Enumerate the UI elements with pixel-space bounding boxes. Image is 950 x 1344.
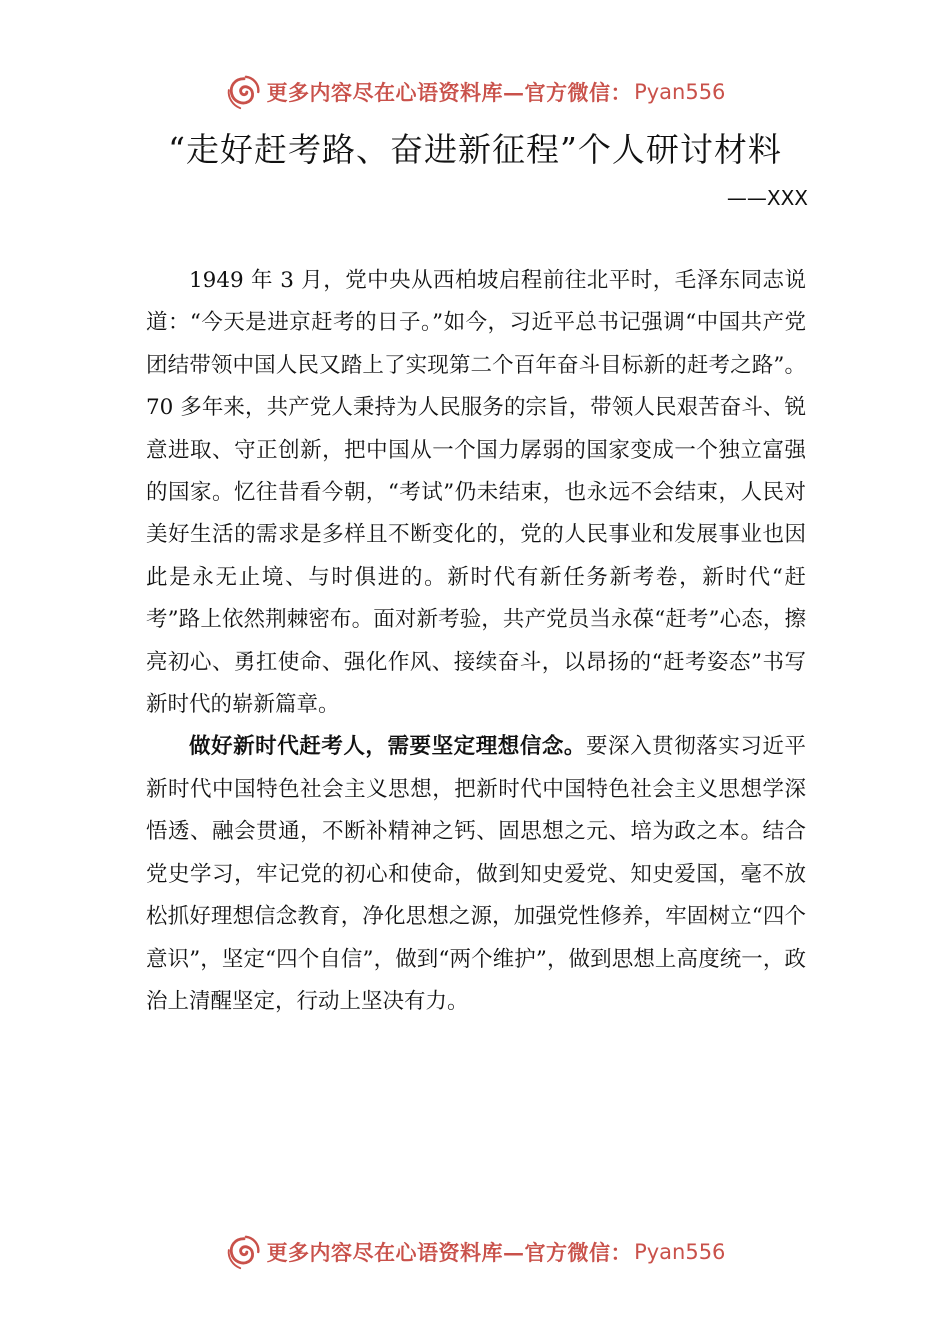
footer-watermark (0, 1232, 950, 1272)
paragraph-2-lead: 做好新时代赶考人，需要坚定理想信念。 (189, 734, 586, 760)
document-author: ——XXX (726, 186, 808, 210)
watermark-text: 更多内容尽在心语资料库—官方微信： (266, 80, 633, 105)
paragraph-2 (146, 726, 806, 1023)
paragraph-1-text: 1949 年 3 月，党中央从西柏坡启程前往北平时，毛泽东同志说道：“今天是进京赶考的日子。”如今，习近平总书记强调“中国共产党团结带领中国人民又踏上了实现第二个百年奋斗目标新的赶考之路”。70 多年来，共产党人秉持为人民服务的宗旨，带领人民艰苦奋斗、锐意进取、守正创新，把中国从一个国力孱弱的国家变成一个独立富强的国家。忆往昔看今朝，“考试”仍未结束，也永远不会结束，人民对美好生活的需求是多样且不断变化的，党的人民事业和发展事业也因此是永无止境、与时俱进的。新时代有新任务新考卷，新时代“赶考”路上依然荆棘密布。面对新考验，共产党员当永葆“赶考”心态，擦亮初心、勇扛使命、强化作风、接续奋斗，以昂扬的“赶考姿态”书写新时代的崭新篇章。 (146, 268, 806, 718)
watermark-text: 更多内容尽在心语资料库—官方微信： (266, 1240, 633, 1265)
document-title: “走好赶考路、奋进新征程”个人研讨材料 (168, 130, 782, 169)
paragraph-1 (146, 260, 806, 726)
watermark-wechat-id: Pyan556 (634, 80, 726, 104)
watermark-wechat-id: Pyan556 (634, 1240, 726, 1264)
paragraph-2-text: 要深入贯彻落实习近平新时代中国特色社会主义思想，把新时代中国特色社会主义思想学深悟透、融会贯通，不断补精神之钙、固思想之元、培为政之本。结合党史学习，牢记党的初心和使命，做到知史爱党、知史爱国，毫不放松抓好理想信念教育，净化思想之源，加强党性修养，牢固树立“四个意识”，坚定“四个自信”，做到“两个维护”，做到思想上高度统一，政治上清醒坚定，行动上坚决有力。 (146, 734, 806, 1014)
document-body (146, 260, 806, 1023)
swirl-logo-icon (225, 1233, 263, 1271)
swirl-logo-icon (225, 73, 263, 111)
header-watermark (0, 72, 950, 112)
